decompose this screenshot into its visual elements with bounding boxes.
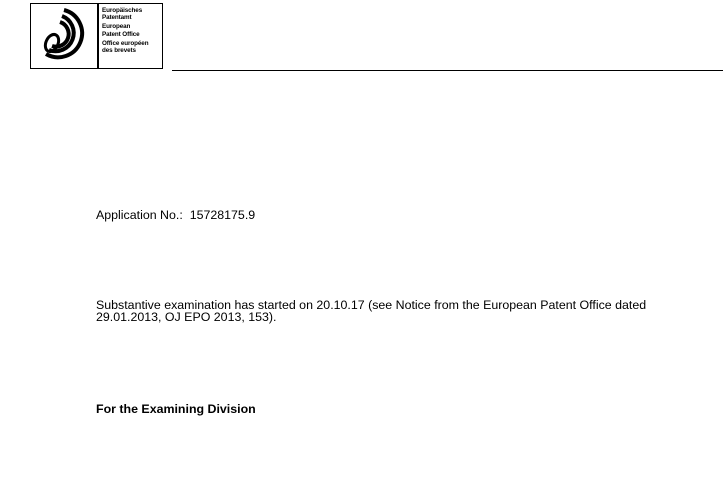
- epo-emblem-icon: [31, 4, 97, 67]
- examination-notice: [96, 299, 696, 323]
- office-name-fr-line: Office européen: [102, 39, 149, 47]
- examination-notice-line: 29.01.2013, OJ EPO 2013, 153).: [96, 310, 277, 324]
- office-name-en-line: Patent Office: [102, 30, 140, 38]
- examination-notice-line: Substantive examination has started on 20.10.17 (see Notice from the European Patent Office dated: [96, 298, 647, 312]
- epo-logo: [30, 3, 163, 69]
- office-name-en-line: European: [102, 23, 131, 31]
- office-name-de-line: Europäisches: [102, 7, 143, 14]
- application-number-value: 15728175.9: [189, 208, 256, 222]
- office-name-fr-line: des brevets: [102, 47, 136, 55]
- examining-division-heading: For the Examining Division: [96, 402, 256, 416]
- header-rule: [172, 70, 723, 71]
- application-number-line: [96, 209, 255, 221]
- application-number-label: Application No.:: [96, 208, 183, 222]
- logo-divider: [97, 4, 99, 68]
- office-name: [102, 7, 164, 56]
- office-name-de-line: Patentamt: [102, 14, 132, 22]
